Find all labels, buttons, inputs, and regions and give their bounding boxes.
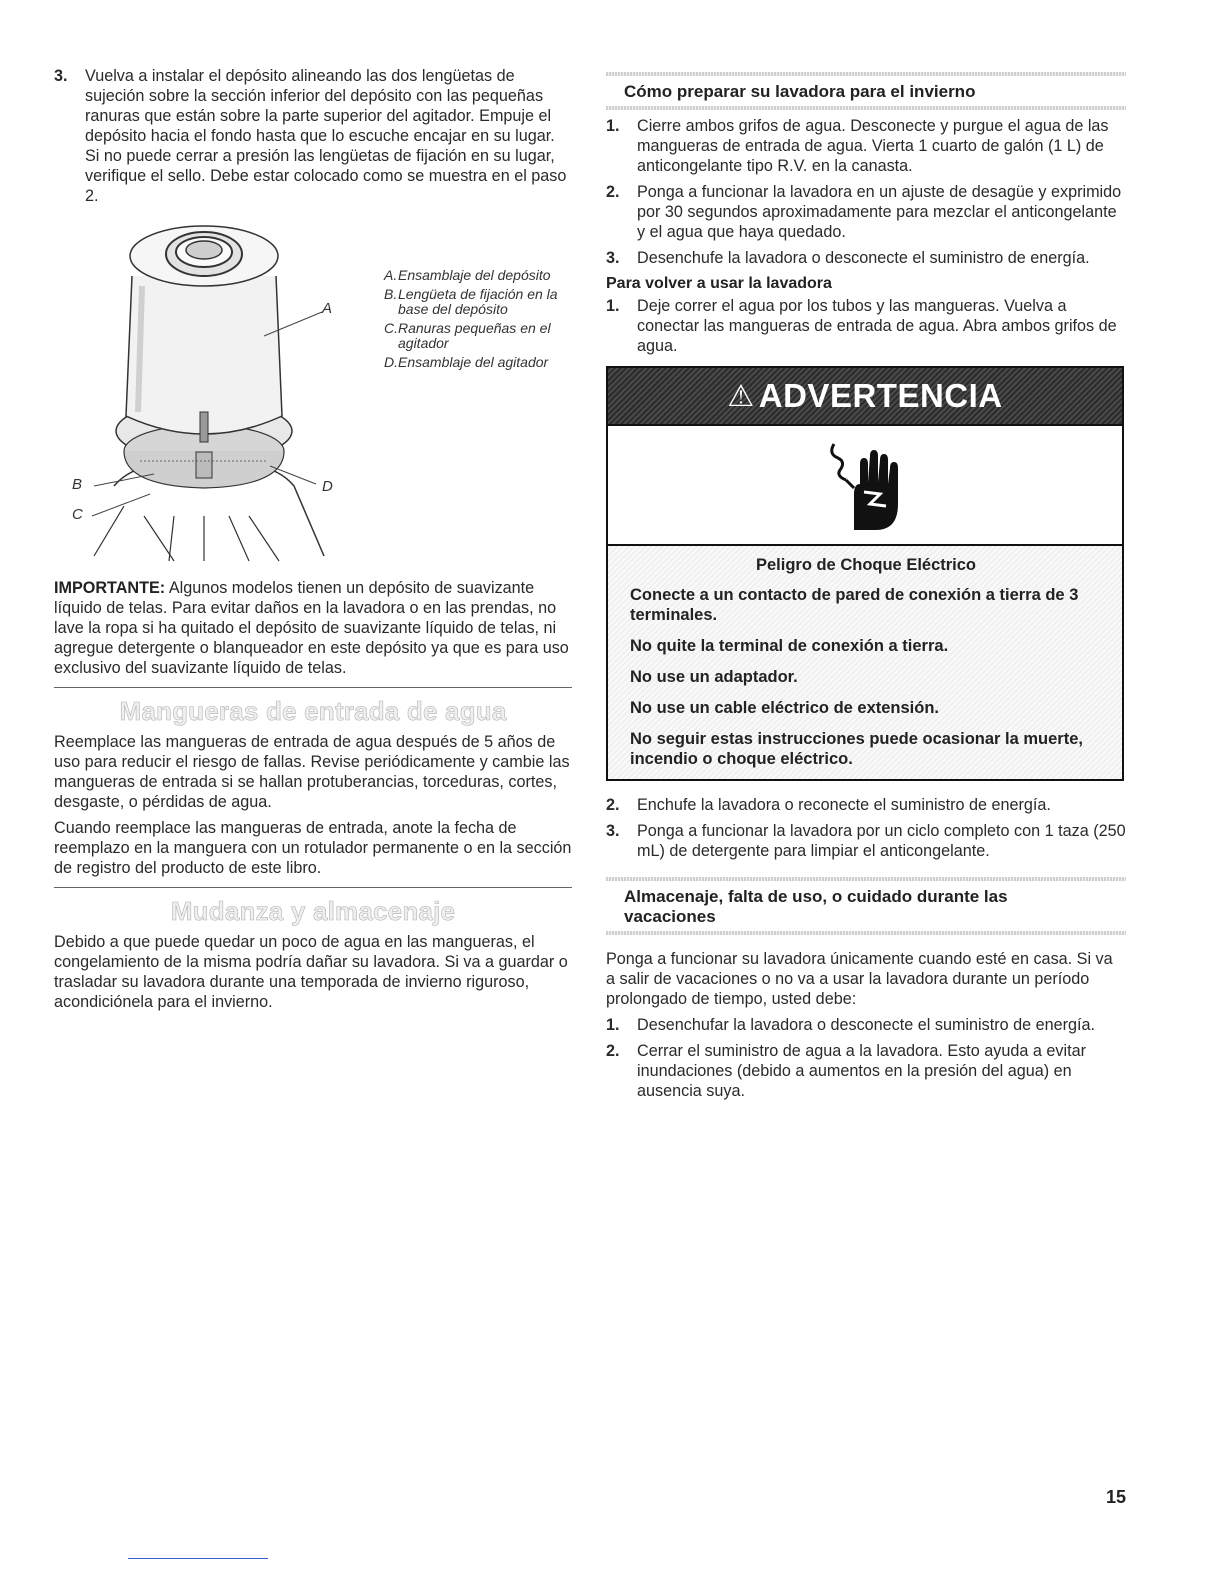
after-step-2: 2. Enchufe la lavadora o reconecte el suministro de energía. — [606, 796, 1051, 814]
label-d: D — [322, 478, 333, 495]
moving-section-title: Mudanza y almacenaje — [170, 896, 456, 926]
warning-line-1: Conecte a un contacto de pared de conexión a tierra de 3 terminales. — [630, 586, 1079, 624]
winter-step-3: 3. Desenchufe la lavadora o desconecte el suministro de energía. — [606, 249, 1090, 267]
hoses-section-title: Mangueras de entrada de agua — [119, 696, 507, 726]
callout-a: A. Ensamblaje del depósito — [384, 267, 551, 283]
section-divider — [54, 687, 572, 688]
hoses-paragraph-2: Cuando reemplace las mangueras de entrada, anote la fecha de reemplazo en la manguera con un rotulador permanente o en la sección de registro del producto de este libro. — [54, 819, 572, 877]
important-note — [54, 578, 572, 678]
callout-b: B. Lengüeta de fijación en la base del depósito — [384, 286, 558, 317]
warning-line-5: No seguir estas instrucciones puede ocasionar la muerte, incendio o choque eléctrico. — [630, 730, 1083, 768]
warning-banner-text: ADVERTENCIA — [758, 377, 1003, 414]
hoses-paragraph-1: Reemplace las mangueras de entrada de agua después de 5 años de uso para reducir el riesgo de fallas. Revise periódicamente y cambie las mangueras de entrada si se hallan protuberancias, torceduras, cortes, desgaste, o pérdidas de agua. — [54, 733, 570, 811]
warning-icon-area — [608, 424, 1122, 546]
important-label: IMPORTANTE: — [54, 579, 166, 597]
figure-callouts — [384, 268, 564, 374]
step-text: Vuelva a instalar el depósito alineando las dos lengüetas de sujeción sobre la sección inferior del depósito con las pequeñas ranuras que están sobre la parte superior del agitador. Empuje el depósito hacia el fondo hasta que lo escuche encajar en su lugar. Si no puede cerrar a presión las lengüetas de fijación en su lugar, verifique el sello. Debe estar colocado como se muestra en el paso 2. — [85, 67, 567, 205]
warning-line-4: No use un cable eléctrico de extensión. — [630, 699, 940, 717]
right-column — [606, 72, 1126, 1107]
dispenser-figure — [54, 216, 572, 568]
storage-step-2: 2. Cerrar el suministro de agua a la lavadora. Esto ayuda a evitar inundaciones (debido a aumentos en la presión del agua) en ausencia suya. — [606, 1042, 1086, 1100]
warning-box — [606, 366, 1124, 781]
callout-d: D. Ensamblaje del agitador — [384, 354, 549, 370]
after-step-3: 3. Ponga a funcionar la lavadora por un ciclo completo con 1 taza (250 mL) de detergente para limpiar el anticongelante. — [606, 822, 1126, 860]
electric-shock-icon — [824, 434, 904, 534]
reuse-heading: Para volver a usar la lavadora — [606, 275, 832, 292]
left-column — [54, 66, 572, 1012]
important-text: Algunos modelos tienen un depósito de suavizante líquido de telas. Para evitar daños en la lavadora o en las prendas, no lave la ropa si ha quitado el depósito de suavizante líquido de telas, ni agregue detergente o blanqueador en este depósito ya que es para uso exclusivo del suavizante líquido de telas. — [54, 579, 569, 677]
label-b: B — [72, 476, 83, 493]
dispenser-illustration — [54, 216, 354, 568]
winter-heading-block — [606, 72, 1126, 116]
winter-step-2: 2. Ponga a funcionar la lavadora en un ajuste de desagüe y exprimido por 30 segundos aproximadamente para mezclar el anticongelante y el agua que haya quedado. — [606, 183, 1122, 241]
warning-triangle-icon: ⚠ — [727, 379, 755, 413]
storage-step-1: 1. Desenchufar la lavadora o desconecte el suministro de energía. — [606, 1016, 1096, 1034]
section-divider — [54, 887, 572, 888]
warning-line-2: No quite la terminal de conexión a tierra. — [630, 637, 949, 655]
bottom-rule — [128, 1558, 268, 1559]
step-number: 3. — [54, 67, 68, 85]
label-c: C — [72, 506, 83, 523]
step-3-reinstall — [54, 66, 572, 206]
winter-section-title: Cómo preparar su lavadora para el invierno — [624, 82, 976, 101]
storage-intro: Ponga a funcionar su lavadora únicamente cuando esté en casa. Si va a salir de vacaciones o no va a usar la lavadora durante un período prolongado de tiempo, usted debe: — [606, 950, 1113, 1008]
storage-heading-block — [606, 867, 1126, 941]
callout-c: C. Ranuras pequeñas en el agitador — [384, 320, 551, 351]
storage-section-title: Almacenaje, falta de uso, o cuidado durante las vacaciones — [624, 887, 1008, 926]
label-a: A — [322, 300, 333, 317]
warning-body — [608, 546, 1122, 779]
warning-title: Peligro de Choque Eléctrico — [755, 556, 977, 574]
warning-line-3: No use un adaptador. — [630, 668, 798, 686]
moving-paragraph: Debido a que puede quedar un poco de agua en las mangueras, el congelamiento de la misma podría dañar su lavadora. Si va a guardar o trasladar su lavadora durante una temporada de invierno riguroso, acondiciónela para el invierno. — [54, 933, 568, 1011]
reuse-step-1: 1. Deje correr el agua por los tubos y las mangueras. Vuelva a conectar las mangueras de entrada de agua. Abra ambos grifos de agua. — [606, 297, 1117, 355]
winter-step-1: 1. Cierre ambos grifos de agua. Desconecte y purgue el agua de las mangueras de entrada de agua. Vierta 1 cuarto de galón (1 L) de anticongelante tipo R.V. en la canasta. — [606, 117, 1109, 175]
warning-banner — [608, 368, 1122, 424]
page-number: 15 — [1105, 1487, 1126, 1507]
